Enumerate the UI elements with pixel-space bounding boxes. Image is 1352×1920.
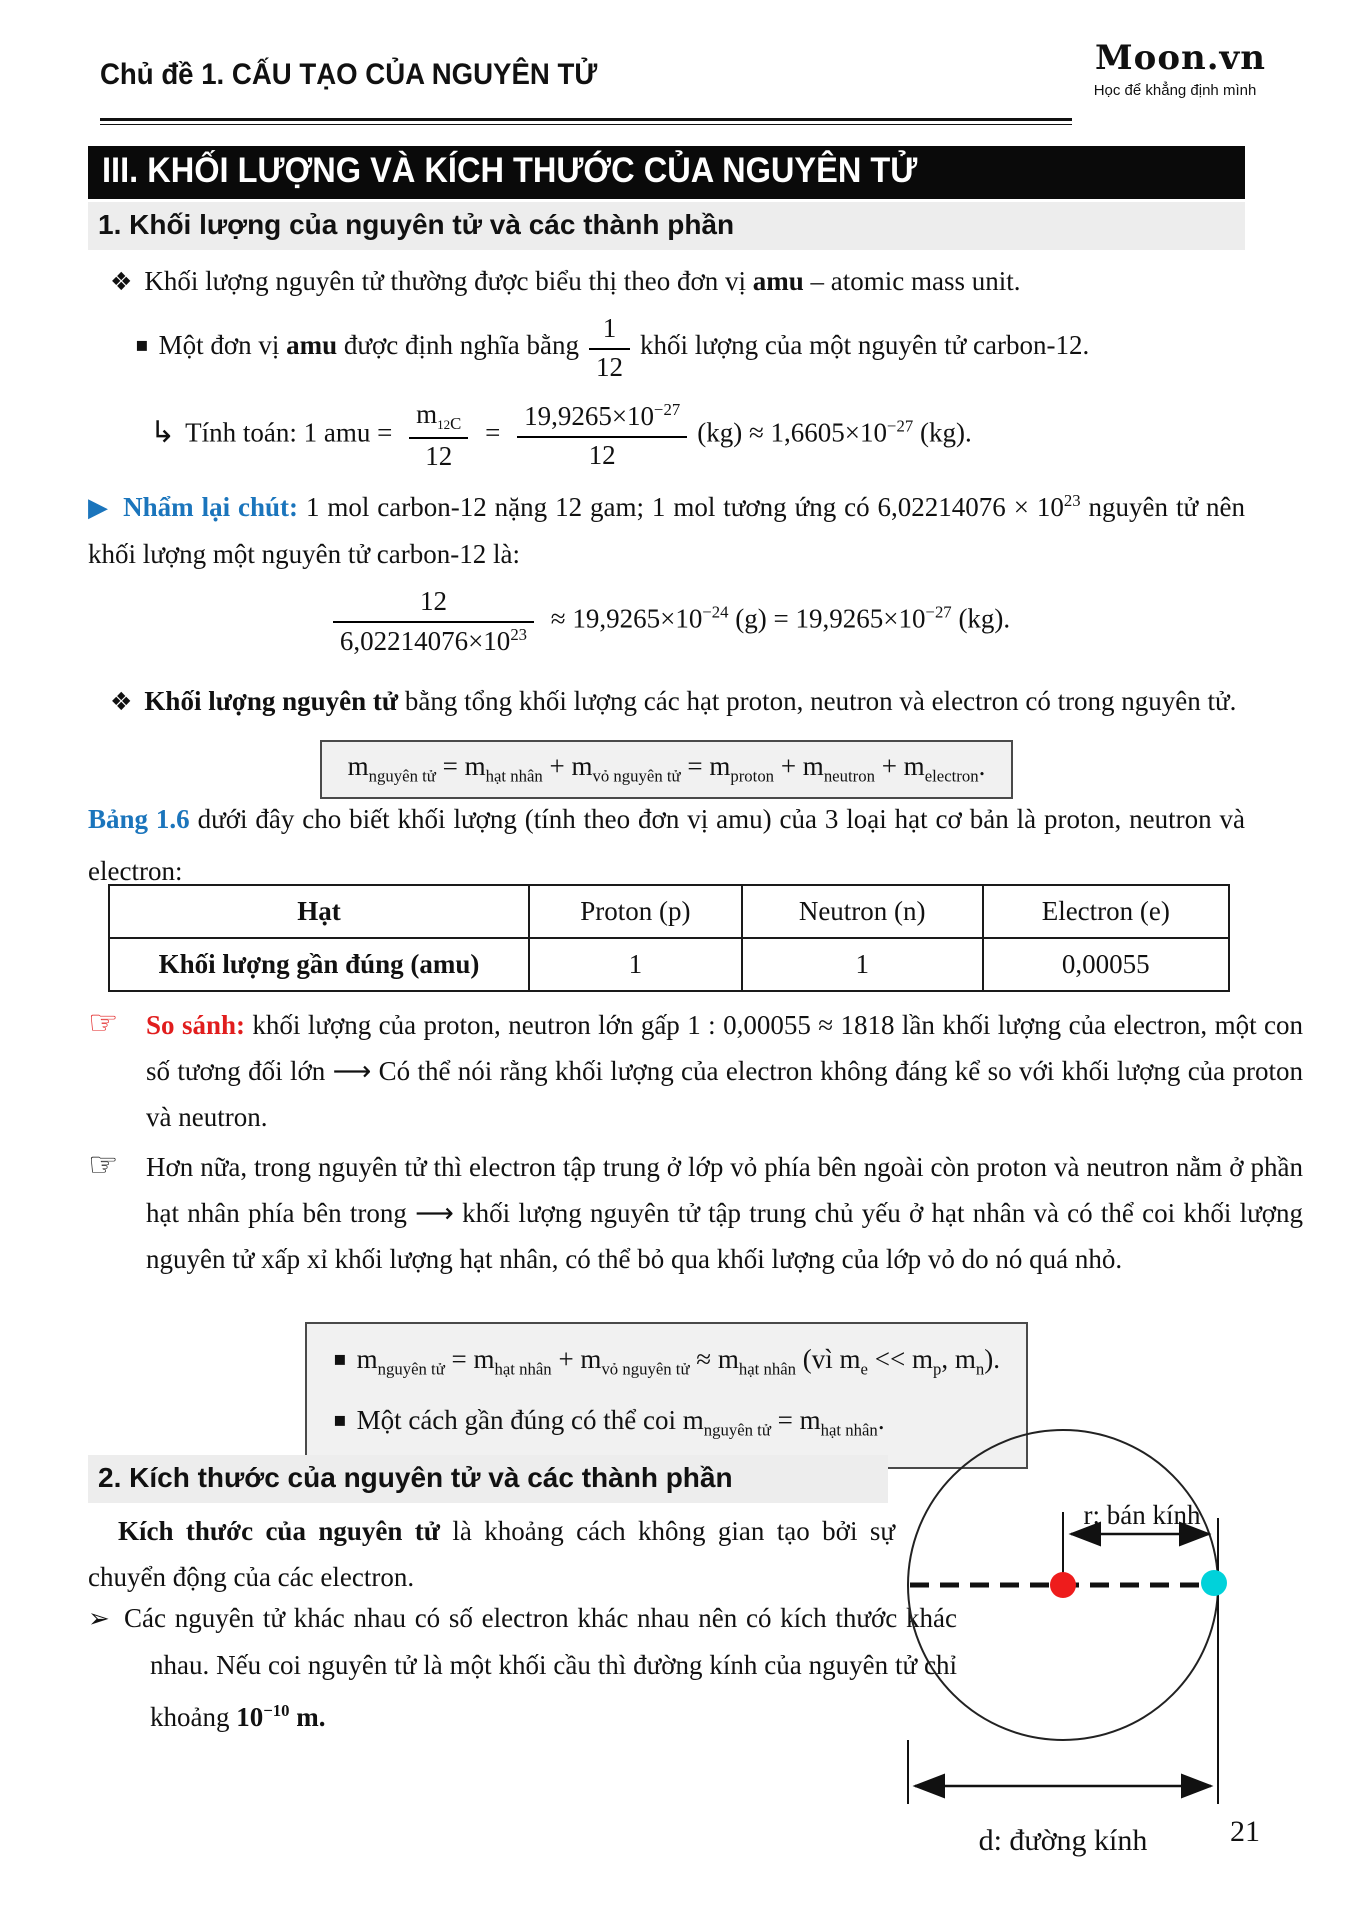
triangle-bullet-icon: ▶	[88, 493, 110, 523]
square-bullet-icon: ▪	[135, 332, 149, 357]
note-label: Nhẩm lại chút:	[123, 492, 299, 522]
electron-dot	[1201, 1570, 1227, 1596]
logo-slogan: Học để khẳng định mình	[1093, 82, 1257, 99]
table-row	[109, 938, 1229, 991]
diamond-bullet-icon: ❖	[110, 267, 133, 296]
paragraph-amu-intro: ❖ Khối lượng nguyên tử thường được biểu thị theo đơn vị amu – atomic mass unit.	[110, 266, 1021, 296]
table-header-cell: Hạt	[109, 885, 529, 938]
compare-label: So sánh:	[146, 1010, 245, 1040]
radius-label: r: bán kính	[1083, 1500, 1201, 1530]
square-bullet-icon: ▪	[333, 1407, 347, 1432]
section-banner	[88, 146, 1245, 199]
table-label: Bảng 1.6	[88, 804, 190, 834]
pointing-hand-icon: ☞	[88, 1145, 119, 1185]
fraction-carbon-mass: $\frac{19,9265\times 10^{-27}}{12}$	[517, 399, 687, 472]
diamond-bullet-icon: ❖	[110, 687, 133, 716]
mass-table	[108, 884, 1230, 992]
fraction-m12c: $\frac{m_{12C}}{12}$	[409, 398, 468, 473]
paragraph-mass-definition: ❖ Khối lượng nguyên tử bằng tổng khối lượng các hạt proton, neutron và electron có trong nguyên tử.	[110, 686, 1237, 716]
paragraph-mental-note: ▶ Nhẩm lại chút: 1 mol carbon-12 nặng 12 gam; 1 mol tương ứng có $6,02214076 \times 10^{23}$ nguyên tử nên khối lượng một nguyên tử carbon-12 là:	[88, 491, 1245, 569]
mass-formula-box: $m_{nguyên tử} = m_{hạt nhân} + m_{vỏ nguyên tử} = m_{proton} + m_{neutron} + m_{electron}$.	[320, 740, 1014, 799]
table-cell: 1	[529, 938, 742, 991]
table-cell: 1	[742, 938, 983, 991]
pointing-hand-icon: ☞	[88, 1003, 119, 1043]
paragraph-table-intro: Bảng 1.6 dưới đây cho biết khối lượng (tính theo đơn vị amu) của 3 loại hạt cơ bản là proton, neutron và electron:	[88, 804, 1245, 886]
table-header-cell: Electron (e)	[983, 885, 1229, 938]
approx-line-1: ▪ $m_{nguyên tử} = m_{hạt nhân} + m_{vỏ nguyên tử} \approx m_{hạt nhân}$ (vì $m_e << m_p$, $m_n$).	[333, 1344, 1000, 1379]
fraction-one-twelfth: $\frac{1}{12}$	[589, 312, 630, 384]
paragraph-size-detail: ➢ Các nguyên tử khác nhau có số electron khác nhau nên có kích thước khác nhau. Nếu coi nguyên tử là một khối cầu thì đường kính của nguyên tử chỉ khoảng $10^{-10}$ m.	[88, 1595, 957, 1740]
section1-heading: 1. Khối lượng của nguyên tử và các thành phần	[88, 202, 1245, 250]
table-header-cell: Neutron (n)	[742, 885, 983, 938]
page-number: 21	[1230, 1815, 1260, 1848]
approx-line-2: ▪ Một cách gần đúng có thể coi $m_{nguyên tử} = m_{hạt nhân}$.	[333, 1405, 885, 1440]
paragraph-moreover: ☞ Hơn nữa, trong nguyên tử thì electron tập trung ở lớp vỏ phía bên ngoài còn proton và neutron nằm ở phần hạt nhân phía bên trong ⟶ khối lượng nguyên tử tập trung chủ yếu ở hạt nhân và có thể coi khối lượng nguyên tử xấp xỉ khối lượng hạt nhân, có thể bỏ qua khối lượng của lớp vỏ do nó quá nhỏ.	[88, 1142, 1303, 1282]
square-bullet-icon: ▪	[333, 1346, 347, 1370]
diameter-label: d: đường kính	[978, 1824, 1148, 1857]
breadcrumb: Chủ đề 1. CẤU TẠO CỦA NGUYÊN TỬ	[100, 58, 598, 91]
chevron-bullet-icon: ➢	[88, 1604, 110, 1634]
section2-heading: 2. Kích thước của nguyên tử và các thành phần	[88, 1455, 888, 1503]
table-row-label: Khối lượng gần đúng (amu)	[109, 938, 529, 991]
paragraph-compare: ☞ So sánh: khối lượng của proton, neutron lớn gấp 1 : 0,00055 ≈ 1818 lần khối lượng của electron, một con số tương đối lớn ⟶ Có thể nói rằng khối lượng của electron không đáng kể so với khối lượng của proton và neutron.	[88, 1000, 1303, 1140]
atom-diagram	[888, 1412, 1240, 1864]
table-header-row	[109, 885, 1229, 938]
return-arrow-icon: ↳	[150, 414, 176, 450]
table-cell: 0,00055	[983, 938, 1229, 991]
section-banner-title: III. KHỐI LƯỢNG VÀ KÍCH THƯỚC CỦA NGUYÊN TỬ	[102, 151, 918, 190]
paragraph-size-definition: Kích thước của nguyên tử là khoảng cách không gian tạo bởi sự chuyển động của các electron.	[88, 1516, 896, 1592]
paragraph-mole-calculation: $\frac{12}{6,02214076\times 10^{23}}$ ≈ $19,9265\times 10^{-24}$ $(g) = 19,9265\times 10^{-27}$ (kg).	[88, 585, 1245, 658]
header-divider	[100, 118, 1072, 125]
nucleus-dot	[1050, 1572, 1076, 1598]
moon-logo: Moon.vn	[1095, 38, 1267, 78]
paragraph-amu-calculation: ↳ Tính toán: 1 amu = $\frac{m_{12C}}{12}$ = $\frac{19,9265\times 10^{-27}}{12}$ $(kg) \approx 1,6605\times 10^{-27}$ (kg).	[150, 399, 972, 472]
paragraph-amu-definition: ▪ Một đơn vị amu được định nghĩa bằng $\frac{1}{12}$ khối lượng của một nguyên tử carbon-12.	[135, 313, 1090, 382]
fraction-avogadro: $\frac{12}{6,02214076\times 10^{23}}$	[333, 585, 534, 658]
table-header-cell: Proton (p)	[529, 885, 742, 938]
